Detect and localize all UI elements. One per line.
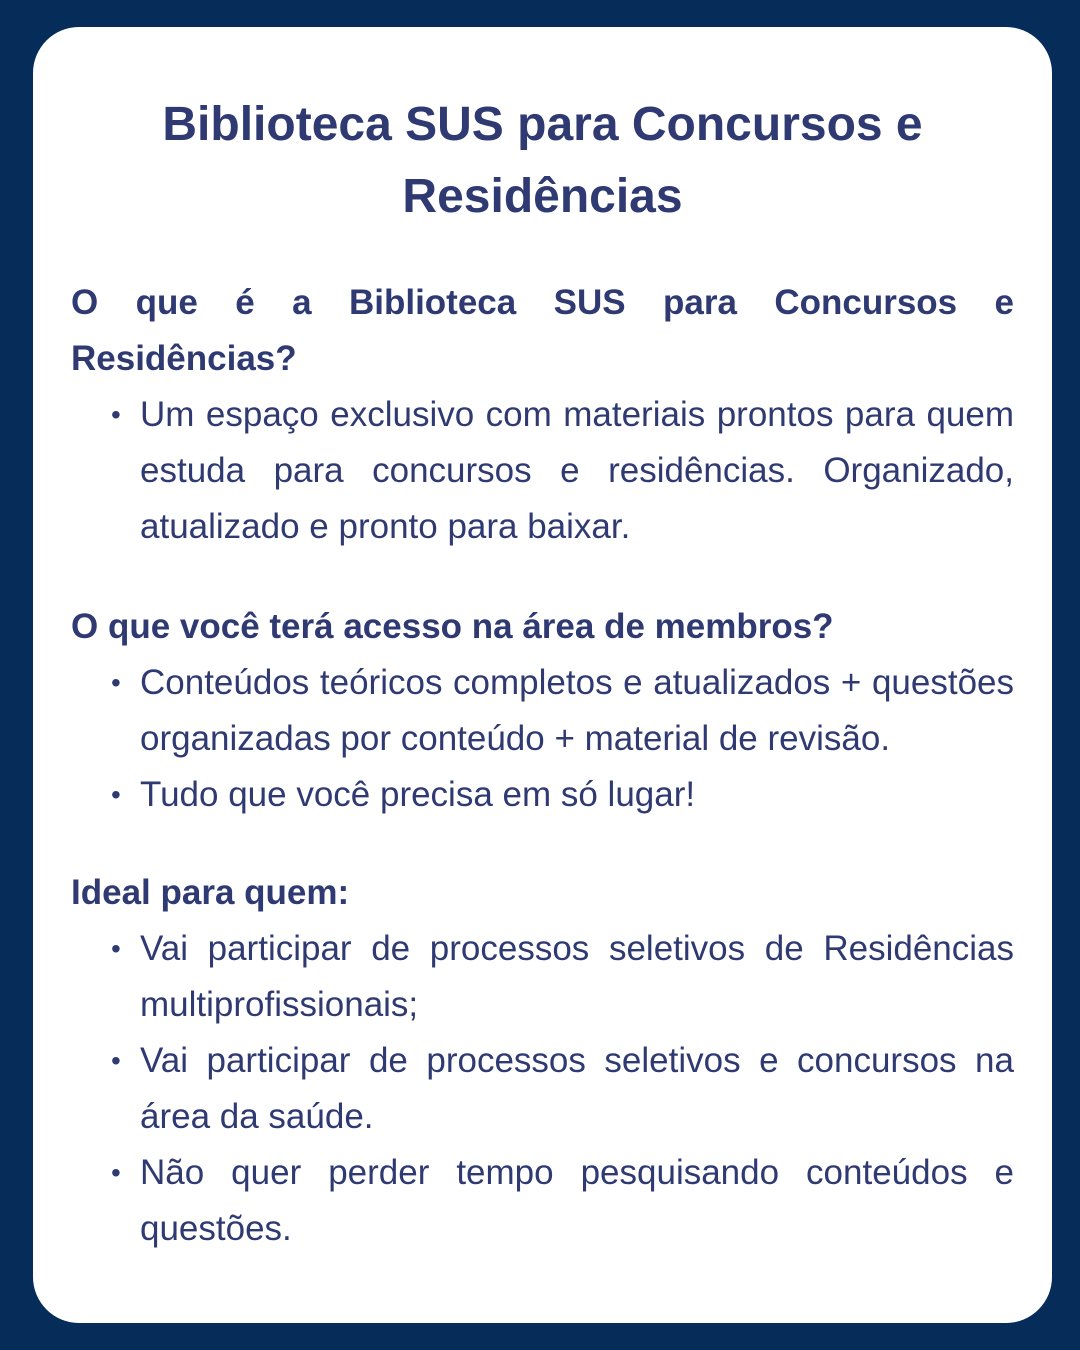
list-item <box>71 387 1014 555</box>
bullet-icon: • <box>111 933 121 964</box>
section-about <box>71 275 1014 555</box>
bullet-list <box>71 921 1014 1257</box>
content-card <box>33 27 1052 1323</box>
bullet-list <box>71 655 1014 823</box>
list-item <box>71 655 1014 767</box>
list-item <box>71 1033 1014 1145</box>
list-item <box>71 767 1014 823</box>
list-item-text: Vai participar de processos seletivos de Residências multiprofissionais; <box>140 929 1014 1024</box>
bullet-icon: • <box>111 667 121 698</box>
section-heading: O que é a Biblioteca SUS para Concursos e Residências? <box>71 283 1014 378</box>
section-access <box>71 599 1014 823</box>
bullet-icon: • <box>111 779 121 810</box>
page-title: Biblioteca SUS para Concursos e Residências <box>162 98 923 223</box>
list-item <box>71 1145 1014 1257</box>
section-heading: O que você terá acesso na área de membros? <box>71 607 834 646</box>
list-item-text: Um espaço exclusivo com materiais prontos para quem estuda para concursos e residências. Organizado, atualizado e pronto para baixar. <box>140 395 1014 546</box>
list-item-text: Vai participar de processos seletivos e concursos na área da saúde. <box>140 1041 1014 1136</box>
section-ideal-for <box>71 865 1014 1257</box>
bullet-list <box>71 387 1014 555</box>
list-item-text: Conteúdos teóricos completos e atualizados + questões organizadas por conteúdo + material de revisão. <box>140 663 1014 758</box>
list-item <box>71 921 1014 1033</box>
list-item-text: Tudo que você precisa em só lugar! <box>140 775 696 814</box>
bullet-icon: • <box>111 399 121 430</box>
bullet-icon: • <box>111 1157 121 1188</box>
bullet-icon: • <box>111 1045 121 1076</box>
list-item-text: Não quer perder tempo pesquisando conteúdos e questões. <box>140 1153 1014 1248</box>
section-heading: Ideal para quem: <box>71 873 350 912</box>
